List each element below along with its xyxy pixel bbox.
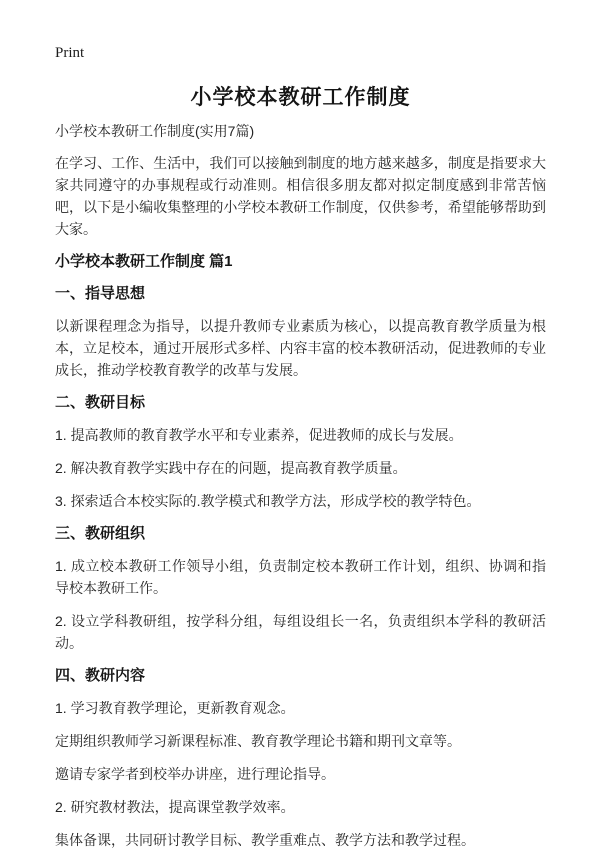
section-2-item-3: 3. 探索适合本校实际的.教学模式和教学方法，形成学校的教学特色。 xyxy=(55,493,481,509)
section-heading-4: 四、教研内容 xyxy=(55,667,146,684)
section-3-item-2: 2. 设立学科教研组，按学科分组，每组设组长一名，负责组织本学科的教研活动。 xyxy=(55,613,546,651)
section-4-item-2: 定期组织教师学习新课程标准、教育教学理论书籍和期刊文章等。 xyxy=(55,733,461,749)
section-2-item-2: 2. 解决教育教学实践中存在的问题，提高教育教学质量。 xyxy=(55,460,407,476)
intro-paragraph: 在学习、工作、生活中，我们可以接触到制度的地方越来越多，制度是指要求大家共同遵守的办事规程或行动准则。相信很多朋友都对拟定制度感到非常苦恼吧，以下是小编收集整理的小学校本教研工作制度，仅供参考，希望能够帮助到大家。 xyxy=(55,155,546,237)
print-link[interactable]: Print xyxy=(55,45,85,61)
section-2-item-1: 1. 提高教师的教育教学水平和专业素养，促进教师的成长与发展。 xyxy=(55,427,463,443)
section-3-item-1: 1. 成立校本教研工作领导小组，负责制定校本教研工作计划，组织、协调和指导校本教研工作。 xyxy=(55,558,546,596)
section-heading-3: 三、教研组织 xyxy=(55,525,146,542)
section-heading-1: 一、指导思想 xyxy=(55,285,146,302)
document-subtitle: 小学校本教研工作制度(实用7篇) xyxy=(55,123,255,139)
section-4-item-3: 邀请专家学者到校举办讲座，进行理论指导。 xyxy=(55,766,335,782)
article-heading: 小学校本教研工作制度 篇1 xyxy=(55,253,233,270)
section-heading-2: 二、教研目标 xyxy=(55,394,146,411)
section-4-item-5: 集体备课，共同研讨教学目标、教学重难点、教学方法和教学过程。 xyxy=(55,832,475,848)
section-4-item-1: 1. 学习教育教学理论，更新教育观念。 xyxy=(55,700,295,716)
section-4-item-4: 2. 研究教材教法，提高课堂教学效率。 xyxy=(55,799,295,815)
section-1-paragraph: 以新课程理念为指导，以提升教师专业素质为核心，以提高教育教学质量为根本，立足校本，通过开展形式多样、内容丰富的校本教研活动，促进教师的专业成长，推动学校教育教学的改革与发展。 xyxy=(55,318,546,378)
page-title: 小学校本教研工作制度 xyxy=(190,86,411,109)
